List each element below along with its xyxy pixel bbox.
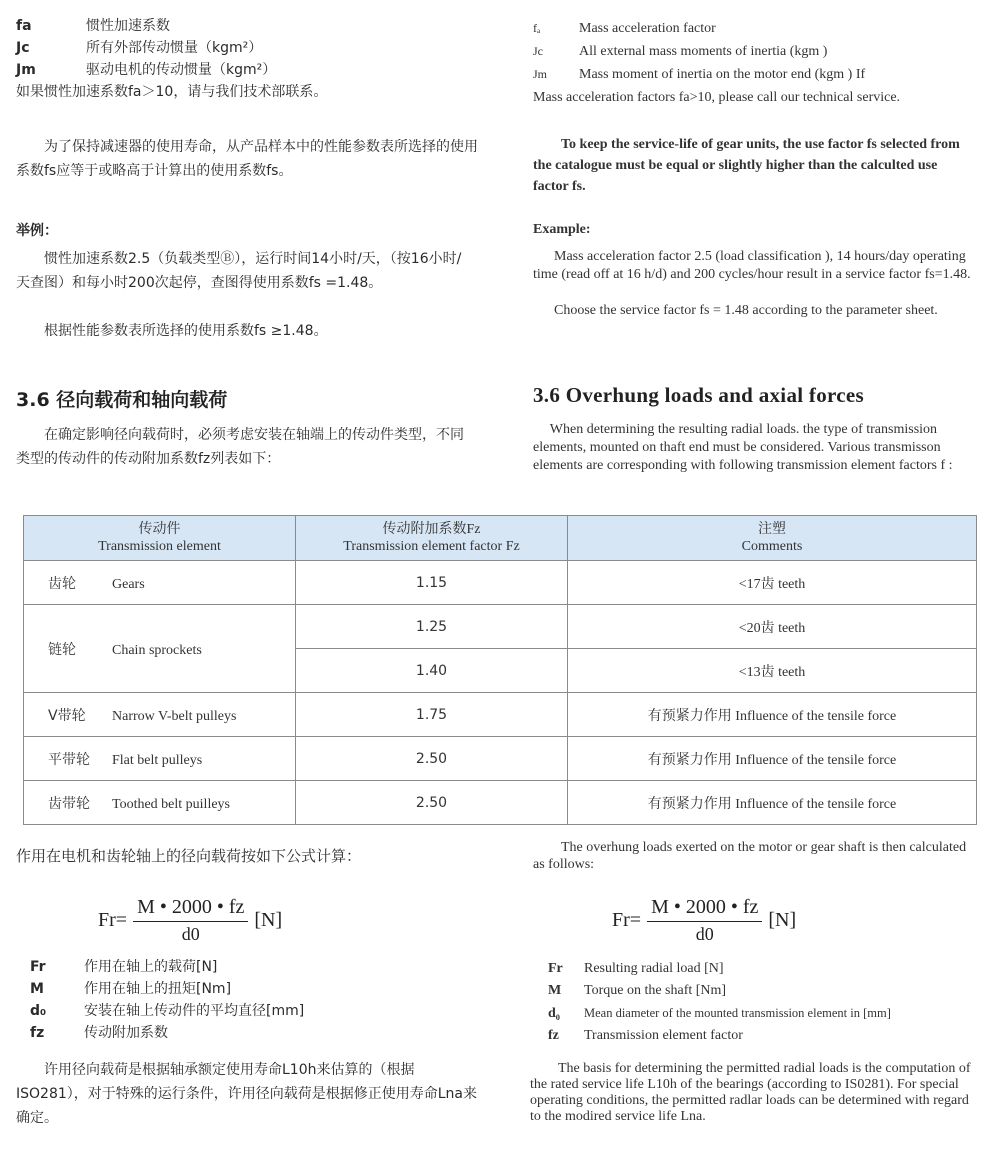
example-paragraph2-en: Choose the service factor fs = 1.48 according to the parameter sheet. bbox=[554, 303, 938, 318]
radial-load-formula-left bbox=[98, 896, 282, 945]
column-header bbox=[296, 516, 568, 561]
symbol: fₐ bbox=[533, 21, 541, 35]
definition-row bbox=[30, 1000, 470, 1022]
symbol: Jc bbox=[16, 40, 30, 56]
section-heading-en: 3.6 Overhung loads and axial forces bbox=[533, 383, 864, 407]
element-name-cell bbox=[24, 605, 296, 693]
symbol-row bbox=[533, 63, 973, 86]
table-row bbox=[24, 737, 977, 781]
symbol-desc: All external mass moments of inertia (kgm ) bbox=[579, 44, 828, 59]
definition-symbol: d₀ bbox=[548, 1006, 560, 1021]
element-name-cell bbox=[24, 781, 296, 825]
example-paragraph-cn: 惯性加速系数2.5（负载类型Ⓑ），运行时间14小时/天，（按16小时/天查图）和每小时200次起停，查图得使用系数fs =1.48。 bbox=[16, 251, 462, 291]
calc-intro-en: The overhung loads exerted on the motor or gear shaft is then calculated as follows: bbox=[533, 840, 967, 872]
factor-cell: 1.40 bbox=[296, 649, 568, 693]
symbol-desc: 惯性加速系数 bbox=[86, 18, 170, 34]
contact-note: Mass acceleration factors fa>10, please call our technical service. bbox=[533, 90, 901, 105]
symbol-desc: Mass moment of inertia on the motor end (kgm ) If bbox=[579, 67, 866, 82]
example-title-cn: 举例： bbox=[16, 223, 58, 239]
column-header-cn: 传动件 bbox=[138, 522, 181, 537]
definition-desc: Mean diameter of the mounted transmission element in [mm] bbox=[584, 1006, 891, 1020]
section-heading-cn: 3.6 径向载荷和轴向载荷 bbox=[16, 389, 228, 411]
definition-symbol: M bbox=[30, 981, 44, 997]
element-name-en: Flat belt pulleys bbox=[112, 752, 203, 768]
factor-cell: 1.75 bbox=[296, 693, 568, 737]
example-paragraph-en: Mass acceleration factor 2.5 (load classification ), 14 hours/day operating time (read off at 16 h/d) and 200 cycles/hour result in a service factor fs=1.48. bbox=[533, 249, 971, 282]
definition-symbol: fz bbox=[30, 1025, 45, 1041]
element-name-cell bbox=[24, 561, 296, 605]
definition-symbol: d₀ bbox=[30, 1003, 47, 1019]
radial-load-formula-right bbox=[612, 896, 796, 945]
factor-cell: 2.50 bbox=[296, 781, 568, 825]
definition-row bbox=[548, 980, 988, 1002]
definition-row bbox=[548, 1002, 988, 1025]
definition-list-en bbox=[548, 958, 988, 1047]
comment-cell: 有预紧力作用 Influence of the tensile force bbox=[568, 737, 977, 781]
symbol-list-en bbox=[533, 17, 973, 109]
definition-desc: Transmission element factor bbox=[584, 1028, 743, 1043]
basis-paragraph-cn: 许用径向载荷是根据轴承额定使用寿命L10h来估算的（根据ISO281），对于特殊的运行条件，许用径向载荷是根据修正使用寿命Lna来确定。 bbox=[16, 1062, 478, 1126]
table-row bbox=[24, 605, 977, 649]
element-name-cn: 齿带轮 bbox=[48, 795, 90, 812]
symbol-desc: Mass acceleration factor bbox=[579, 21, 716, 36]
symbol-desc: 驱动电机的传动惯量（kgm²） bbox=[86, 62, 277, 78]
calc-intro-cn: 作用在电机和齿轮轴上的径向载荷按如下公式计算： bbox=[16, 847, 362, 865]
definition-desc: 作用在轴上的扭矩[Nm] bbox=[84, 981, 232, 997]
definition-symbol: M bbox=[548, 983, 562, 998]
symbol: Jm bbox=[16, 62, 36, 78]
symbol-row bbox=[533, 17, 973, 40]
definition-symbol: Fr bbox=[548, 961, 563, 976]
definition-list-cn bbox=[30, 956, 470, 1044]
element-name-cn: 平带轮 bbox=[48, 751, 90, 768]
comment-cell: <17齿 teeth bbox=[568, 561, 977, 605]
comment-cell: 有预紧力作用 Influence of the tensile force bbox=[568, 781, 977, 825]
definition-desc: Torque on the shaft [Nm] bbox=[584, 983, 727, 998]
element-name-cell bbox=[24, 693, 296, 737]
symbol-row bbox=[16, 15, 486, 37]
symbol: Jc bbox=[533, 44, 543, 58]
symbol-row bbox=[533, 40, 973, 63]
element-name-en: Chain sprockets bbox=[112, 642, 202, 658]
definition-desc: 作用在轴上的载荷[N] bbox=[84, 959, 218, 975]
symbol: Jm bbox=[533, 67, 548, 81]
element-name-en: Gears bbox=[112, 576, 145, 592]
formula-denominator: d0 bbox=[181, 924, 200, 944]
comment-cell: 有预紧力作用 Influence of the tensile force bbox=[568, 693, 977, 737]
transmission-factor-table bbox=[23, 515, 977, 825]
service-paragraph-en: To keep the service-life of gear units, the use factor fs selected from the catalogue must be equal or slightly higher than the calculted use factor fs. bbox=[533, 137, 960, 194]
element-name-cn: V带轮 bbox=[48, 707, 86, 724]
table-header-row bbox=[24, 516, 977, 561]
formula-lhs: Fr= bbox=[612, 909, 642, 931]
comment-cell: <20齿 teeth bbox=[568, 605, 977, 649]
column-header-en: Comments bbox=[741, 539, 803, 554]
definition-row bbox=[30, 1022, 470, 1044]
element-name-en: Narrow V-belt pulleys bbox=[112, 708, 237, 724]
column-header bbox=[568, 516, 977, 561]
formula-fraction bbox=[133, 896, 248, 945]
symbol-row bbox=[16, 37, 486, 59]
formula-unit: [N] bbox=[768, 909, 797, 931]
factor-cell: 2.50 bbox=[296, 737, 568, 781]
contact-note: 如果惯性加速系数fa＞10，请与我们技术部联系。 bbox=[16, 84, 328, 100]
element-name-cn: 齿轮 bbox=[48, 575, 76, 592]
symbol: fa bbox=[16, 18, 32, 34]
element-name-en: Toothed belt puilleys bbox=[112, 796, 231, 812]
definition-symbol: Fr bbox=[30, 959, 46, 975]
element-name-cell bbox=[24, 737, 296, 781]
definition-symbol: fz bbox=[548, 1028, 559, 1043]
definition-row bbox=[548, 1025, 988, 1047]
definition-row bbox=[548, 958, 988, 980]
element-name-cn: 链轮 bbox=[48, 641, 76, 658]
factor-cell: 1.15 bbox=[296, 561, 568, 605]
comment-cell: <13齿 teeth bbox=[568, 649, 977, 693]
symbol-row bbox=[16, 59, 486, 81]
example-paragraph2-cn: 根据性能参数表所选择的使用系数fs ≥1.48。 bbox=[44, 323, 328, 339]
service-paragraph-cn: 为了保持减速器的使用寿命，从产品样本中的性能参数表所选择的使用系数fs应等于或略高于计算出的使用系数fs。 bbox=[16, 139, 478, 179]
symbol-list-cn bbox=[16, 15, 486, 103]
table-row bbox=[24, 781, 977, 825]
formula-fraction bbox=[647, 896, 762, 945]
factor-cell: 1.25 bbox=[296, 605, 568, 649]
column-header-cn: 传动附加系数Fz bbox=[382, 522, 481, 537]
formula-numerator: M • 2000 • fz bbox=[133, 896, 248, 922]
table-row bbox=[24, 561, 977, 605]
column-header-en: Transmission element bbox=[98, 539, 221, 554]
column-header bbox=[24, 516, 296, 561]
table-row bbox=[24, 693, 977, 737]
formula-numerator: M • 2000 • fz bbox=[647, 896, 762, 922]
definition-row bbox=[30, 978, 470, 1000]
column-header-en: Transmission element factor Fz bbox=[343, 539, 520, 554]
example-title-en: Example: bbox=[533, 222, 591, 237]
section-intro-cn: 在确定影响径向载荷时，必须考虑安装在轴端上的传动件类型，不同类型的传动件的传动附加系数fz列表如下： bbox=[16, 427, 464, 467]
column-header-cn: 注塑 bbox=[758, 522, 786, 537]
formula-denominator: d0 bbox=[695, 924, 714, 944]
definition-desc: 安装在轴上传动件的平均直径[mm] bbox=[84, 1003, 305, 1019]
definition-row bbox=[30, 956, 470, 978]
section-intro-en: When determining the resulting radial loads. the type of transmission elements, mounted on thaft end must be considered. Various transmisson elements are corresponding with following transmission element factors f : bbox=[533, 422, 953, 473]
symbol-desc: 所有外部传动惯量（kgm²） bbox=[86, 40, 263, 56]
definition-desc: Resulting radial load [N] bbox=[584, 961, 724, 976]
basis-paragraph-en: The basis for determining the permitted radial loads is the computation of the rated service life L10h of the bearings (according to IS0281). For special operating conditions, the permitted radlar loads can be determined with regard to the modired service life Lna. bbox=[530, 1061, 971, 1124]
definition-desc: 传动附加系数 bbox=[84, 1025, 168, 1041]
formula-unit: [N] bbox=[254, 909, 283, 931]
formula-lhs: Fr= bbox=[98, 909, 128, 931]
